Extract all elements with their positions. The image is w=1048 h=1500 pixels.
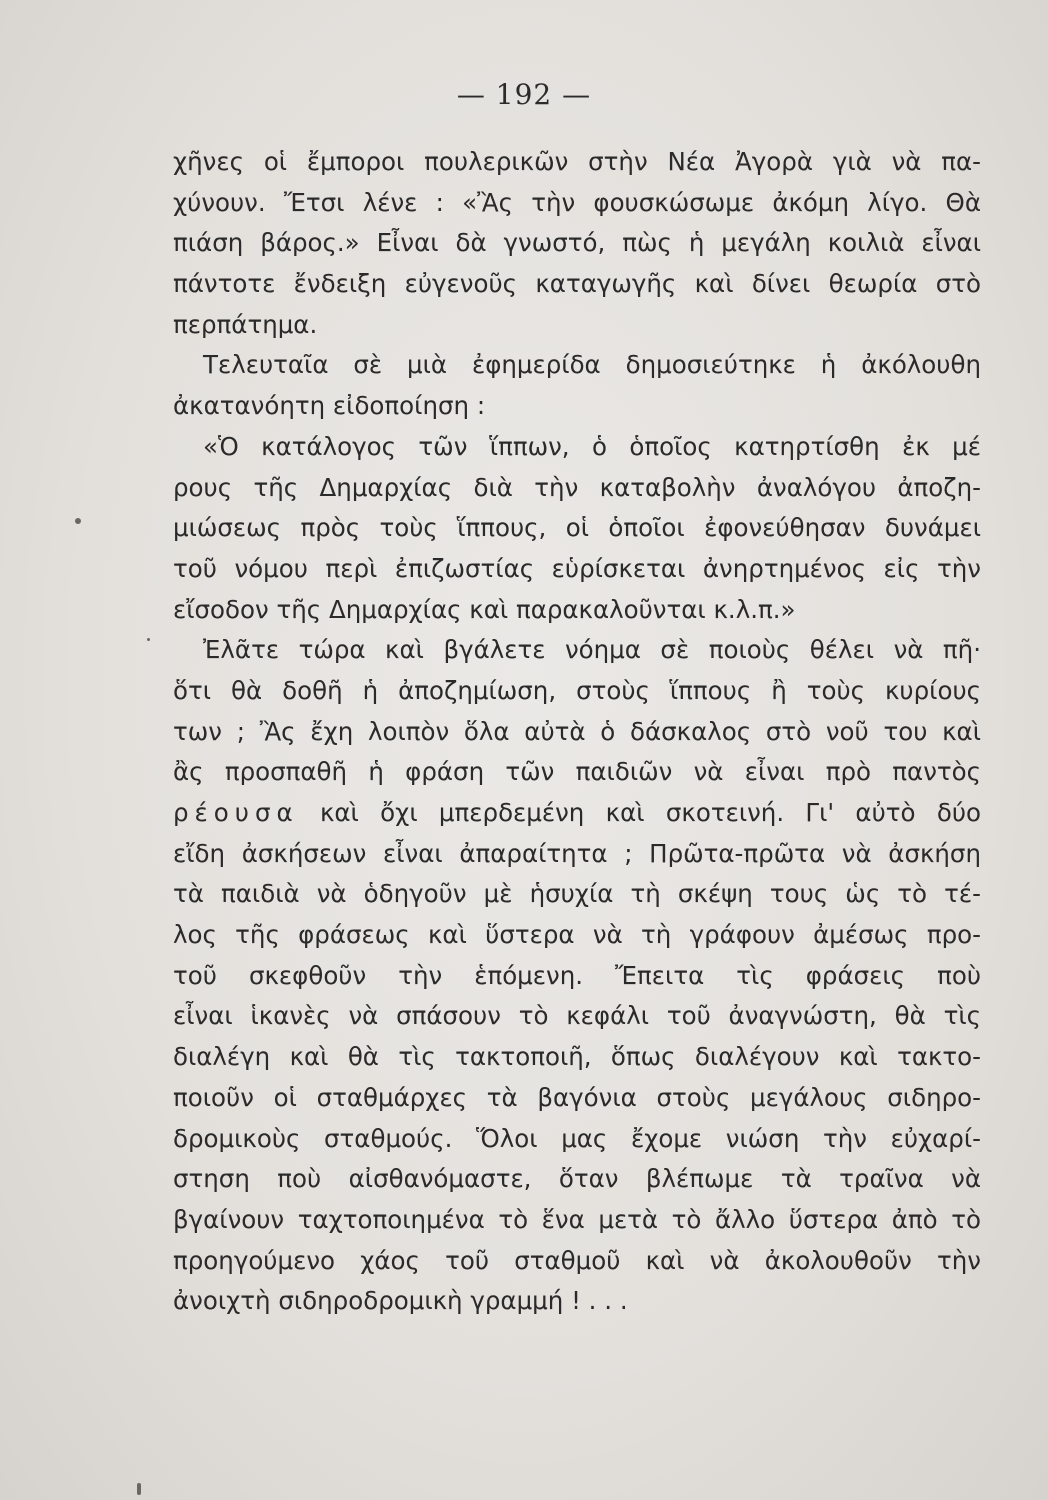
text-line: «Ὁ κατάλογος τῶν ἵππων, ὁ ὁποῖος κατηρτίσθη ἐκ μέ: [203, 431, 981, 461]
text-line: λος τῆς φράσεως καὶ ὕστερα νὰ τὴ γράφουν ἀμέσως προ-: [173, 920, 981, 950]
text-line: των ; Ἂς ἔχη λοιπὸν ὅλα αὐτὰ ὁ δάσκαλος στὸ νοῦ του καὶ: [173, 716, 981, 746]
text-line: εἴσοδον τῆς Δημαρχίας καὶ παρακαλοῦνται κ.λ.π.»: [173, 594, 796, 624]
text-line: ἀνοιχτὴ σιδηροδρομικὴ γραμμή ! . . .: [173, 1286, 628, 1316]
text-line: χῆνες οἱ ἔμποροι πουλερικῶν στὴν Νέα Ἀγορὰ γιὰ νὰ πα-: [173, 147, 981, 176]
text-line: πάντοτε ἔνδειξη εὐγενοῦς καταγωγῆς καὶ δίνει θεωρία στὸ: [173, 269, 981, 299]
text-line-remainder: καὶ ὄχι μπερδεμένη καὶ σκοτεινή. Γι' αὐτὸ δύο: [319, 798, 981, 827]
spaced-emphasis-word: ρέουσα: [173, 798, 299, 827]
paper-speck: [75, 518, 81, 524]
text-line: προηγούμενο χάος τοῦ σταθμοῦ καὶ νὰ ἀκολουθοῦν τὴν: [173, 1245, 981, 1275]
text-line: τὰ παιδιὰ νὰ ὁδηγοῦν μὲ ἡσυχία τὴ σκέψη τους ὡς τὸ τέ-: [173, 879, 981, 909]
text-line: ἂς προσπαθῆ ἡ φράση τῶν παιδιῶν νὰ εἶναι πρὸ παντὸς: [173, 757, 981, 787]
text-line: δρομικοὺς σταθμούς. Ὅλοι μας ἔχομε νιώση τὴν εὐχαρί-: [173, 1123, 981, 1153]
text-line: εἴδη ἀσκήσεων εἶναι ἀπαραίτητα ; Πρῶτα-πρῶτα νὰ ἀσκήση: [173, 838, 981, 868]
text-line: Τελευταῖα σὲ μιὰ ἐφημερίδα δημοσιεύτηκε ἡ ἀκόλουθη: [203, 350, 981, 380]
paper-speck: [147, 638, 150, 641]
paper-speck: [137, 1483, 141, 1495]
page-number: — 192 —: [456, 78, 592, 111]
text-line: τοῦ νόμου περὶ ἐπιζωστίας εὑρίσκεται ἀνηρτημένος εἰς τὴν: [173, 553, 981, 583]
text-line-with-spaced-word: [173, 793, 981, 834]
text-line: πιάση βάρος.» Εἶναι δὰ γνωστό, πὼς ἡ μεγάλη κοιλιὰ εἶναι: [173, 228, 981, 258]
text-line: ἀκατανόητη εἰδοποίηση :: [173, 391, 486, 421]
text-line: περπάτημα.: [173, 309, 318, 339]
text-line: Ἐλᾶτε τώρα καὶ βγάλετε νόημα σὲ ποιοὺς θέλει νὰ πῆ·: [203, 635, 981, 665]
text-line: εἶναι ἱκανὲς νὰ σπάσουν τὸ κεφάλι τοῦ ἀναγνώστη, θὰ τὶς: [173, 1001, 981, 1031]
text-line: διαλέγη καὶ θὰ τὶς τακτοποιῆ, ὅπως διαλέγουν καὶ τακτο-: [173, 1042, 981, 1072]
body-text: [173, 142, 981, 1322]
text-line: ρους τῆς Δημαρχίας διὰ τὴν καταβολὴν ἀναλόγου ἀποζη-: [173, 472, 981, 502]
text-line: ποιοῦν οἱ σταθμάρχες τὰ βαγόνια στοὺς μεγάλους σιδηρο-: [173, 1082, 981, 1112]
text-line: στηση ποὺ αἰσθανόμαστε, ὅταν βλέπωμε τὰ τραῖνα νὰ: [173, 1164, 981, 1194]
text-line: μιώσεως πρὸς τοὺς ἵππους, οἱ ὁποῖοι ἐφονεύθησαν δυνάμει: [173, 513, 981, 543]
text-line: ὅτι θὰ δοθῆ ἡ ἀποζημίωση, στοὺς ἵππους ἢ τοὺς κυρίους: [173, 675, 981, 705]
text-line: χύνουν. Ἔτσι λένε : «Ἂς τὴν φουσκώσωμε ἀκόμη λίγο. Θὰ: [173, 187, 981, 217]
text-line: βγαίνουν ταχτοποιημένα τὸ ἕνα μετὰ τὸ ἄλλο ὕστερα ἀπὸ τὸ: [173, 1204, 981, 1234]
text-line: τοῦ σκεφθοῦν τὴν ἑπόμενη. Ἔπειτα τὶς φράσεις ποὺ: [173, 960, 981, 990]
